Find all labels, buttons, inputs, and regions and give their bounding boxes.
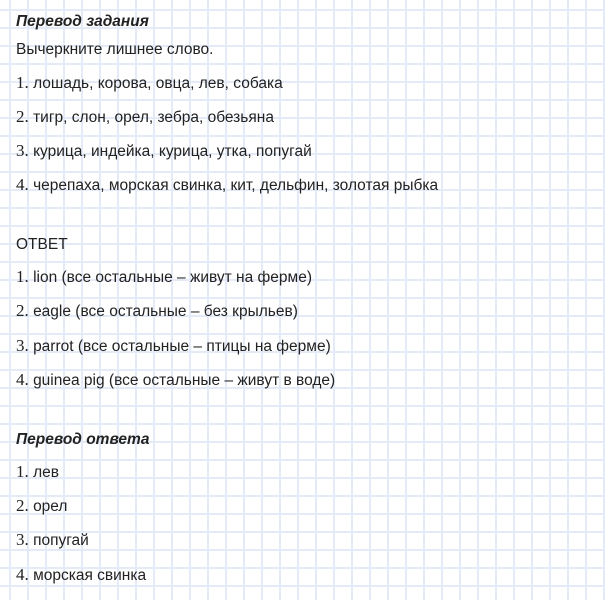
- list-item: [16, 175, 438, 196]
- list-item: [16, 301, 298, 322]
- list-item: [16, 141, 312, 162]
- item-number: 3.: [16, 530, 29, 549]
- list-item: [16, 462, 59, 483]
- item-text: lion (все остальные – живут на ферме): [33, 269, 312, 286]
- item-text: попугай: [33, 532, 89, 549]
- item-number: 2.: [16, 301, 29, 320]
- task-heading: Перевод задания: [16, 13, 149, 30]
- list-item: [16, 267, 312, 288]
- item-text: черепаха, морская свинка, кит, дельфин, золотая рыбка: [33, 177, 439, 194]
- item-number: 1.: [16, 462, 29, 481]
- item-number: 3.: [16, 141, 29, 160]
- item-text: guinea pig (все остальные – живут в воде): [33, 372, 336, 389]
- list-item: [16, 530, 89, 551]
- list-item: [16, 370, 335, 391]
- item-text: лошадь, корова, овца, лев, собака: [33, 75, 283, 92]
- item-number: 4.: [16, 175, 29, 194]
- item-number: 4.: [16, 565, 29, 584]
- item-number: 4.: [16, 370, 29, 389]
- answer-translation-heading: Перевод ответа: [16, 431, 150, 448]
- list-item: [16, 73, 283, 94]
- item-text: parrot (все остальные – птицы на ферме): [33, 338, 331, 355]
- list-item: [16, 496, 67, 517]
- item-number: 3.: [16, 336, 29, 355]
- item-number: 1.: [16, 267, 29, 286]
- item-text: eagle (все остальные – без крыльев): [33, 303, 298, 320]
- item-number: 2.: [16, 496, 29, 515]
- answer-heading: ОТВЕТ: [16, 236, 68, 253]
- item-text: орел: [33, 498, 68, 515]
- item-text: лев: [33, 464, 59, 481]
- list-item: [16, 336, 331, 357]
- list-item: [16, 107, 274, 128]
- task-instruction: Вычеркните лишнее слово.: [16, 41, 214, 58]
- item-text: тигр, слон, орел, зебра, обезьяна: [33, 109, 274, 126]
- item-number: 1.: [16, 73, 29, 92]
- item-text: морская свинка: [33, 567, 147, 584]
- item-number: 2.: [16, 107, 29, 126]
- list-item: [16, 565, 146, 586]
- item-text: курица, индейка, курица, утка, попугай: [33, 143, 312, 160]
